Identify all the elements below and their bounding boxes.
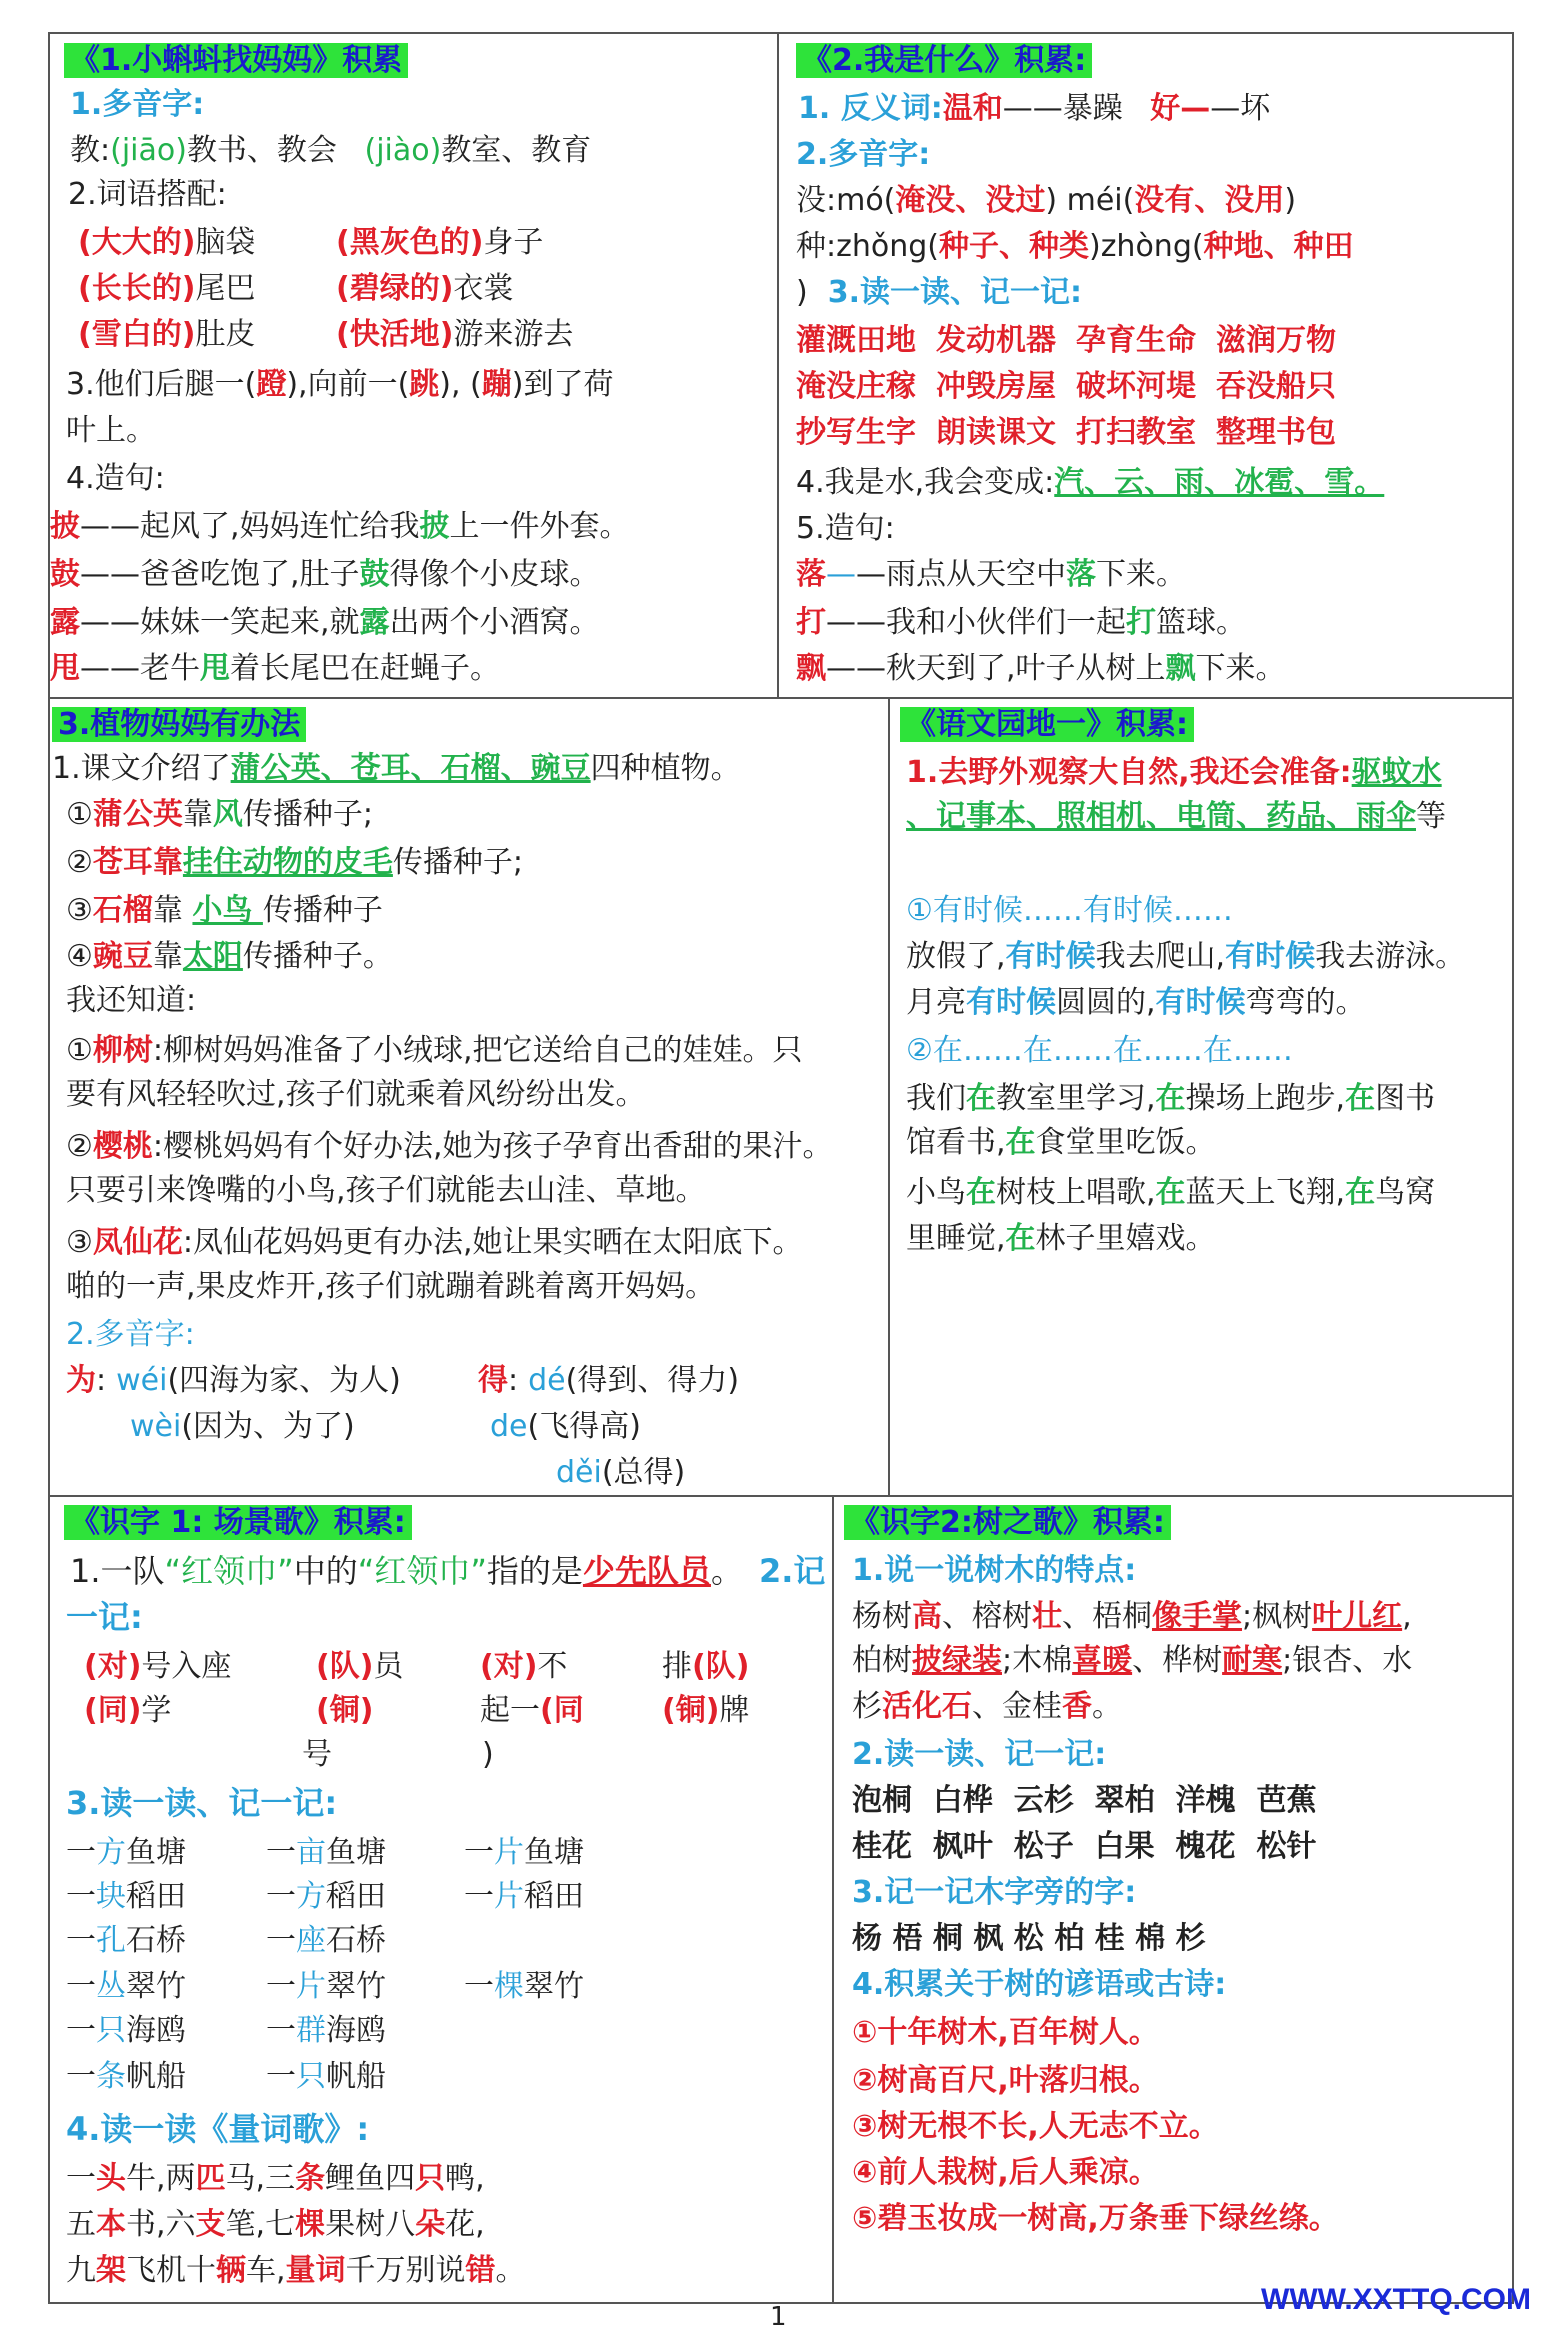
s1-polyphone-line: 教:(jiāo)教书、教会 (jiào)教室、教育 — [70, 133, 592, 168]
border-right — [1512, 32, 1514, 2304]
s3-item: ③石榴靠 小鸟 传播种子 — [66, 893, 383, 928]
section-6-title: 《识字2:树之歌》积累: — [844, 1505, 1171, 1540]
s1-pair-row: (长长的)尾巴 — [78, 271, 256, 306]
s1-pair-row: (快活地)游来游去 — [336, 317, 574, 352]
border-top — [48, 32, 1514, 34]
s1-pair-row: (雪白的)肚皮 — [78, 317, 256, 352]
s4-p2-line-a: 我们在教室里学习,在操场上跑步,在图书 — [906, 1081, 1436, 1116]
s6-words-3: 杨 梧 桐 枫 松 柏 桂 棉 杉 — [852, 1921, 1206, 1956]
s5-measure: 一片鱼塘 — [464, 1835, 584, 1870]
s2-heading-polyphone: 2.多音字: — [796, 137, 931, 172]
s2-heading-read: ) 3.读一读、记一记: — [796, 275, 1082, 310]
s1-line3b: 叶上。 — [66, 413, 156, 448]
s1-sentence: 甩——老牛甩着长尾巴在赶蝇子。 — [50, 651, 500, 686]
s5-measure: 一条帆船 — [66, 2059, 186, 2094]
s6-heading-1: 1.说一说树木的特点: — [852, 1553, 1137, 1588]
s6-poem: ③树无根不长,人无志不立。 — [852, 2109, 1219, 2144]
border-left — [48, 32, 50, 2304]
s5-grid-cell: (铜)牌 — [662, 1693, 750, 1728]
s5-measure: 一方鱼塘 — [66, 1835, 186, 1870]
s1-line3: 3.他们后腿一(蹬),向前一(跳), (蹦)到了荷 — [66, 367, 614, 402]
section-3-title: 3.植物妈妈有办法 — [52, 707, 306, 742]
s4-p2-line-b: 馆看书,在食堂里吃饭。 — [906, 1125, 1216, 1160]
s4-p1-line-a: 放假了,有时候我去爬山,有时候我去游泳。 — [906, 939, 1466, 974]
s2-mei-line: 没:mó(淹没、没过) méi(没有、没用) — [796, 183, 1297, 218]
s5-measure: 一块稻田 — [66, 1879, 186, 1914]
s6-tree-line: 杉活化石、金桂香。 — [852, 1689, 1122, 1724]
s5-grid-cell: 号 — [302, 1737, 332, 1772]
s2-word-row: 淹没庄稼 冲毁房屋 破坏河堤 吞没船只 — [796, 369, 1336, 404]
s3-de-3: děi(总得) — [556, 1455, 686, 1490]
s2-heading-sentence: 5.造句: — [796, 511, 895, 546]
s5-measure: 一片翠竹 — [266, 1969, 386, 2004]
divider-v1 — [777, 32, 779, 698]
s5-measure: 一只海鸥 — [66, 2013, 186, 2048]
s4-p1-line-b: 月亮有时候圆圆的,有时候弯弯的。 — [906, 985, 1366, 1020]
s6-heading-2: 2.读一读、记一记: — [852, 1737, 1107, 1772]
s3-balsam-2: 啪的一声,果皮炸开,孩子们就蹦着跳着离开妈妈。 — [66, 1269, 716, 1304]
divider-v3 — [832, 1496, 834, 2303]
section-5-title: 《识字 1: 场景歌》积累: — [64, 1505, 412, 1540]
section-4-title: 《语文园地一》积累: — [900, 707, 1194, 742]
s5-heading-read: 3.读一读、记一记: — [66, 1784, 338, 1822]
s3-cherry: ②樱桃:樱桃妈妈有个好办法,她为孩子孕育出香甜的果汁。 — [66, 1129, 833, 1164]
s3-item: ②苍耳靠挂住动物的皮毛传播种子; — [66, 845, 524, 880]
s3-de-2: de(飞得高) — [490, 1409, 641, 1444]
s3-item: ④豌豆靠太阳传播种子。 — [66, 939, 393, 974]
s6-tree-line: 杨树高、榕树壮、梧桐像手掌;枫树叶儿红, — [852, 1599, 1412, 1634]
s1-heading-collocation: 2.词语搭配: — [68, 177, 227, 212]
s5-measure: 一棵翠竹 — [464, 1969, 584, 2004]
s5-grid-cell: 起一(同 — [480, 1693, 584, 1728]
s3-wei-1: 为: wéi(四海为家、为人) — [66, 1363, 401, 1398]
s3-know: 我还知道: — [66, 983, 197, 1018]
s5-song-line: 一头牛,两匹马,三条鲤鱼四只鸭, — [66, 2161, 485, 2196]
s1-heading-sentence: 4.造句: — [66, 461, 165, 496]
s5-song-line: 五本书,六支笔,七棵果树八朵花, — [66, 2207, 485, 2242]
divider-h1 — [48, 697, 1514, 699]
s1-pair-row: (大大的)脑袋 — [78, 225, 256, 260]
s5-grid-cell: 排(队) — [662, 1649, 750, 1684]
s1-heading-polyphone: 1.多音字: — [70, 87, 205, 122]
s2-word-row: 灌溉田地 发动机器 孕育生命 滋润万物 — [796, 323, 1336, 358]
s5-song-line: 九架飞机十辆车,量词千万别说错。 — [66, 2253, 526, 2288]
s3-wei-2: wèi(因为、为了) — [130, 1409, 355, 1444]
s2-water-line: 4.我是水,我会变成:汽、云、雨、冰雹、雪。 — [796, 465, 1385, 500]
s6-poem: ①十年树木,百年树人。 — [852, 2015, 1159, 2050]
s2-word-row: 抄写生字 朗读课文 打扫教室 整理书包 — [796, 415, 1336, 450]
s4-pattern-1: ①有时候……有时候…… — [906, 893, 1233, 928]
s3-willow: ①柳树:柳树妈妈准备了小绒球,把它送给自己的娃娃。只 — [66, 1033, 803, 1068]
s5-grid-cell: (队)员 — [316, 1649, 404, 1684]
s3-willow-2: 要有风轻轻吹过,孩子们就乘着风纷纷出发。 — [66, 1077, 646, 1112]
s3-cherry-2: 只要引来馋嘴的小鸟,孩子们就能去山洼、草地。 — [66, 1173, 706, 1208]
s5-measure: 一片稻田 — [464, 1879, 584, 1914]
page-number: 1 — [770, 2302, 787, 2332]
s2-sentence: 打——我和小伙伴们一起打篮球。 — [796, 605, 1246, 640]
s5-grid-cell: (铜) — [316, 1693, 374, 1728]
s5-measure: 一座石桥 — [266, 1923, 386, 1958]
s6-poem: ④前人栽树,后人乘凉。 — [852, 2155, 1159, 2190]
s3-heading-polyphone: 2.多音字: — [66, 1317, 195, 1352]
s5-measure: 一只帆船 — [266, 2059, 386, 2094]
s5-grid-cell: (对)号入座 — [84, 1649, 232, 1684]
s1-pair-row: (碧绿的)衣裳 — [336, 271, 514, 306]
s4-line1b: 、记事本、照相机、电筒、药品、雨伞等 — [906, 799, 1446, 834]
s2-sentence: 落——雨点从天空中落下来。 — [796, 557, 1186, 592]
s6-heading-3: 3.记一记木字旁的字: — [852, 1875, 1137, 1910]
watermark: WWW.XXTTQ.COM — [1261, 2283, 1531, 2316]
s4-p2-line-c: 小鸟在树枝上唱歌,在蓝天上飞翔,在鸟窝 — [906, 1175, 1436, 1210]
s6-words-1: 泡桐 白桦 云杉 翠柏 洋槐 芭蕉 — [852, 1783, 1317, 1818]
section-1-title: 《1.小蝌蚪找妈妈》积累 — [64, 43, 408, 78]
s5-grid-cell: (对)不 — [480, 1649, 568, 1684]
s3-de-1: 得: dé(得到、得力) — [478, 1363, 740, 1398]
s5-line1: 1.一队“红领巾”中的“红领巾”指的是少先队员。 2.记 — [70, 1552, 826, 1590]
s4-p2-line-d: 里睡觉,在林子里嬉戏。 — [906, 1221, 1216, 1256]
s3-intro: 1.课文介绍了蒲公英、苍耳、石榴、豌豆四种植物。 — [52, 751, 741, 786]
s1-sentence: 鼓——爸爸吃饱了,肚子鼓得像个小皮球。 — [50, 557, 600, 592]
s1-sentence: 露——妹妹一笑起来,就露出两个小酒窝。 — [50, 605, 600, 640]
s6-heading-4: 4.积累关于树的谚语或古诗: — [852, 1967, 1227, 2002]
s6-poem: ⑤碧玉妆成一树高,万条垂下绿丝绦。 — [852, 2201, 1339, 2236]
s2-zhong-line: 种:zhǒng(种子、种类)zhòng(种地、种田 — [796, 229, 1354, 264]
s4-line1: 1.去野外观察大自然,我还会准备:驱蚊水 — [906, 755, 1442, 790]
s5-grid-cell: (同)学 — [84, 1693, 172, 1728]
s4-pattern-2: ②在……在……在……在…… — [906, 1033, 1293, 1068]
s6-tree-line: 柏树披绿装;木棉喜暖、桦树耐寒;银杏、水 — [852, 1643, 1413, 1678]
section-2-title: 《2.我是什么》积累: — [796, 43, 1092, 78]
s5-measure: 一群海鸥 — [266, 2013, 386, 2048]
s3-item: ①蒲公英靠风传播种子; — [66, 797, 374, 832]
s5-line1b: 一记: — [66, 1598, 143, 1636]
s1-sentence: 披——起风了,妈妈连忙给我披上一件外套。 — [50, 509, 630, 544]
s5-heading-song: 4.读一读《量词歌》: — [66, 2110, 370, 2148]
s5-measure: 一丛翠竹 — [66, 1969, 186, 2004]
s1-pair-row: (黑灰色的)身子 — [336, 225, 544, 260]
s2-antonym-line: 1. 反义词:温和——暴躁 好——坏 — [798, 91, 1271, 126]
s5-measure: 一孔石桥 — [66, 1923, 186, 1958]
s3-balsam: ③凤仙花:凤仙花妈妈更有办法,她让果实晒在太阳底下。 — [66, 1225, 803, 1260]
s5-measure: 一方稻田 — [266, 1879, 386, 1914]
divider-v2 — [888, 698, 890, 1496]
s5-grid-cell: ) — [482, 1737, 494, 1772]
divider-h2 — [48, 1495, 1514, 1497]
s2-sentence: 飘——秋天到了,叶子从树上飘下来。 — [796, 651, 1286, 686]
s5-measure: 一亩鱼塘 — [266, 1835, 386, 1870]
s6-poem: ②树高百尺,叶落归根。 — [852, 2063, 1159, 2098]
s6-words-2: 桂花 枫叶 松子 白果 槐花 松针 — [852, 1829, 1317, 1864]
